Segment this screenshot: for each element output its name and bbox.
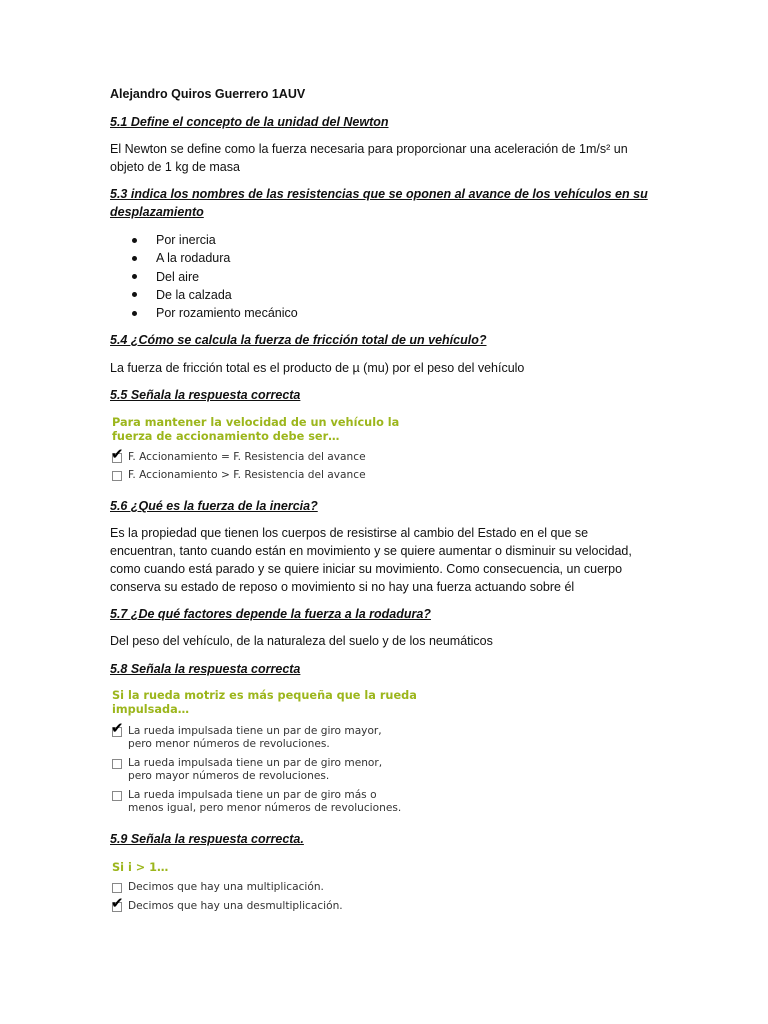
- answer-5-6-line-1: Es la propiedad que tienen los cuerpos de resistirse al cambio del Estado en el que se: [110, 526, 589, 540]
- quiz-option: La rueda impulsada tiene un par de giro más o menos igual, pero menor números de revoluciones.: [112, 789, 417, 815]
- question-5-3-line-2: desplazamiento: [110, 205, 204, 219]
- quiz-option: La rueda impulsada tiene un par de giro menor, pero mayor números de revoluciones.: [112, 757, 417, 783]
- quiz-5-5-image: [112, 416, 399, 482]
- answer-5-6-line-2: encuentran, tanto cuando están en movimiento y se quiere aumentar o disminuir su velocidad,: [110, 544, 632, 558]
- resistance-list: [130, 231, 298, 322]
- quiz-question: Si i > 1…: [112, 861, 169, 874]
- question-5-6: 5.6 ¿Qué es la fuerza de la inercia?: [110, 499, 318, 513]
- check-mark-icon: ✔: [111, 894, 124, 912]
- question-5-9: 5.9 Señala la respuesta correcta.: [110, 832, 304, 846]
- answer-5-6-line-4: conserva su estado de reposo o movimiento si no hay una fuerza actuando sobre él: [110, 580, 575, 594]
- list-item: Por rozamiento mecánico: [130, 304, 298, 322]
- answer-5-1-line-2: objeto de 1 kg de masa: [110, 160, 240, 174]
- question-5-4: 5.4 ¿Cómo se calcula la fuerza de fricción total de un vehículo?: [110, 333, 487, 347]
- quiz-question-line-1: Si la rueda motriz es más pequeña que la rueda: [112, 689, 417, 702]
- answer-5-4: La fuerza de fricción total es el producto de µ (mu) por el peso del vehículo: [110, 361, 525, 375]
- bullet-icon: [132, 311, 137, 316]
- answer-5-1-line-1: El Newton se define como la fuerza necesaria para proporcionar una aceleración de 1m/s² un: [110, 142, 628, 156]
- quiz-option: ✔ La rueda impulsada tiene un par de giro mayor, pero menor números de revoluciones.: [111, 719, 382, 750]
- quiz-option: ✔ Decimos que hay una desmultiplicación.: [111, 894, 343, 912]
- checkbox-icon: [112, 791, 122, 801]
- checkbox-icon: [112, 759, 122, 769]
- bullet-icon: [132, 292, 137, 297]
- answer-5-7: Del peso del vehículo, de la naturaleza del suelo y de los neumáticos: [110, 634, 493, 648]
- quiz-question-line-1: Para mantener la velocidad de un vehículo la: [112, 416, 400, 429]
- quiz-option: ✔ F. Accionamiento = F. Resistencia del avance: [111, 445, 366, 463]
- author-line: Alejandro Quiros Guerrero 1AUV: [110, 87, 306, 101]
- quiz-option: Decimos que hay una multiplicación.: [112, 881, 343, 894]
- list-item: Del aire: [130, 268, 298, 286]
- list-item: De la calzada: [130, 286, 298, 304]
- quiz-5-9-image: [112, 861, 343, 913]
- checkbox-icon: [112, 471, 122, 481]
- check-mark-icon: ✔: [111, 719, 124, 737]
- checkbox-icon: [112, 883, 122, 893]
- question-5-7: 5.7 ¿De qué factores depende la fuerza a la rodadura?: [110, 607, 431, 621]
- bullet-icon: [132, 274, 137, 279]
- quiz-option: F. Accionamiento > F. Resistencia del avance: [112, 469, 399, 482]
- answer-5-6-line-3: como cuando está parado y se quiere iniciar su movimiento. Como consecuencia, un cuerpo: [110, 562, 623, 576]
- question-5-5: 5.5 Señala la respuesta correcta: [110, 388, 301, 402]
- list-item: A la rodadura: [130, 249, 298, 267]
- quiz-question-line-2: impulsada…: [112, 703, 189, 716]
- quiz-question-line-2: fuerza de accionamiento debe ser…: [112, 430, 340, 443]
- question-5-1: 5.1 Define el concepto de la unidad del Newton: [110, 115, 389, 129]
- bullet-icon: [132, 256, 137, 261]
- question-5-3-line-1: 5.3 indica los nombres de las resistencias que se oponen al avance de los vehículos en su: [110, 187, 648, 201]
- check-mark-icon: ✔: [111, 445, 124, 463]
- quiz-5-8-image: [112, 689, 417, 815]
- list-item: Por inercia: [130, 231, 298, 249]
- bullet-icon: [132, 238, 137, 243]
- question-5-8: 5.8 Señala la respuesta correcta: [110, 662, 301, 676]
